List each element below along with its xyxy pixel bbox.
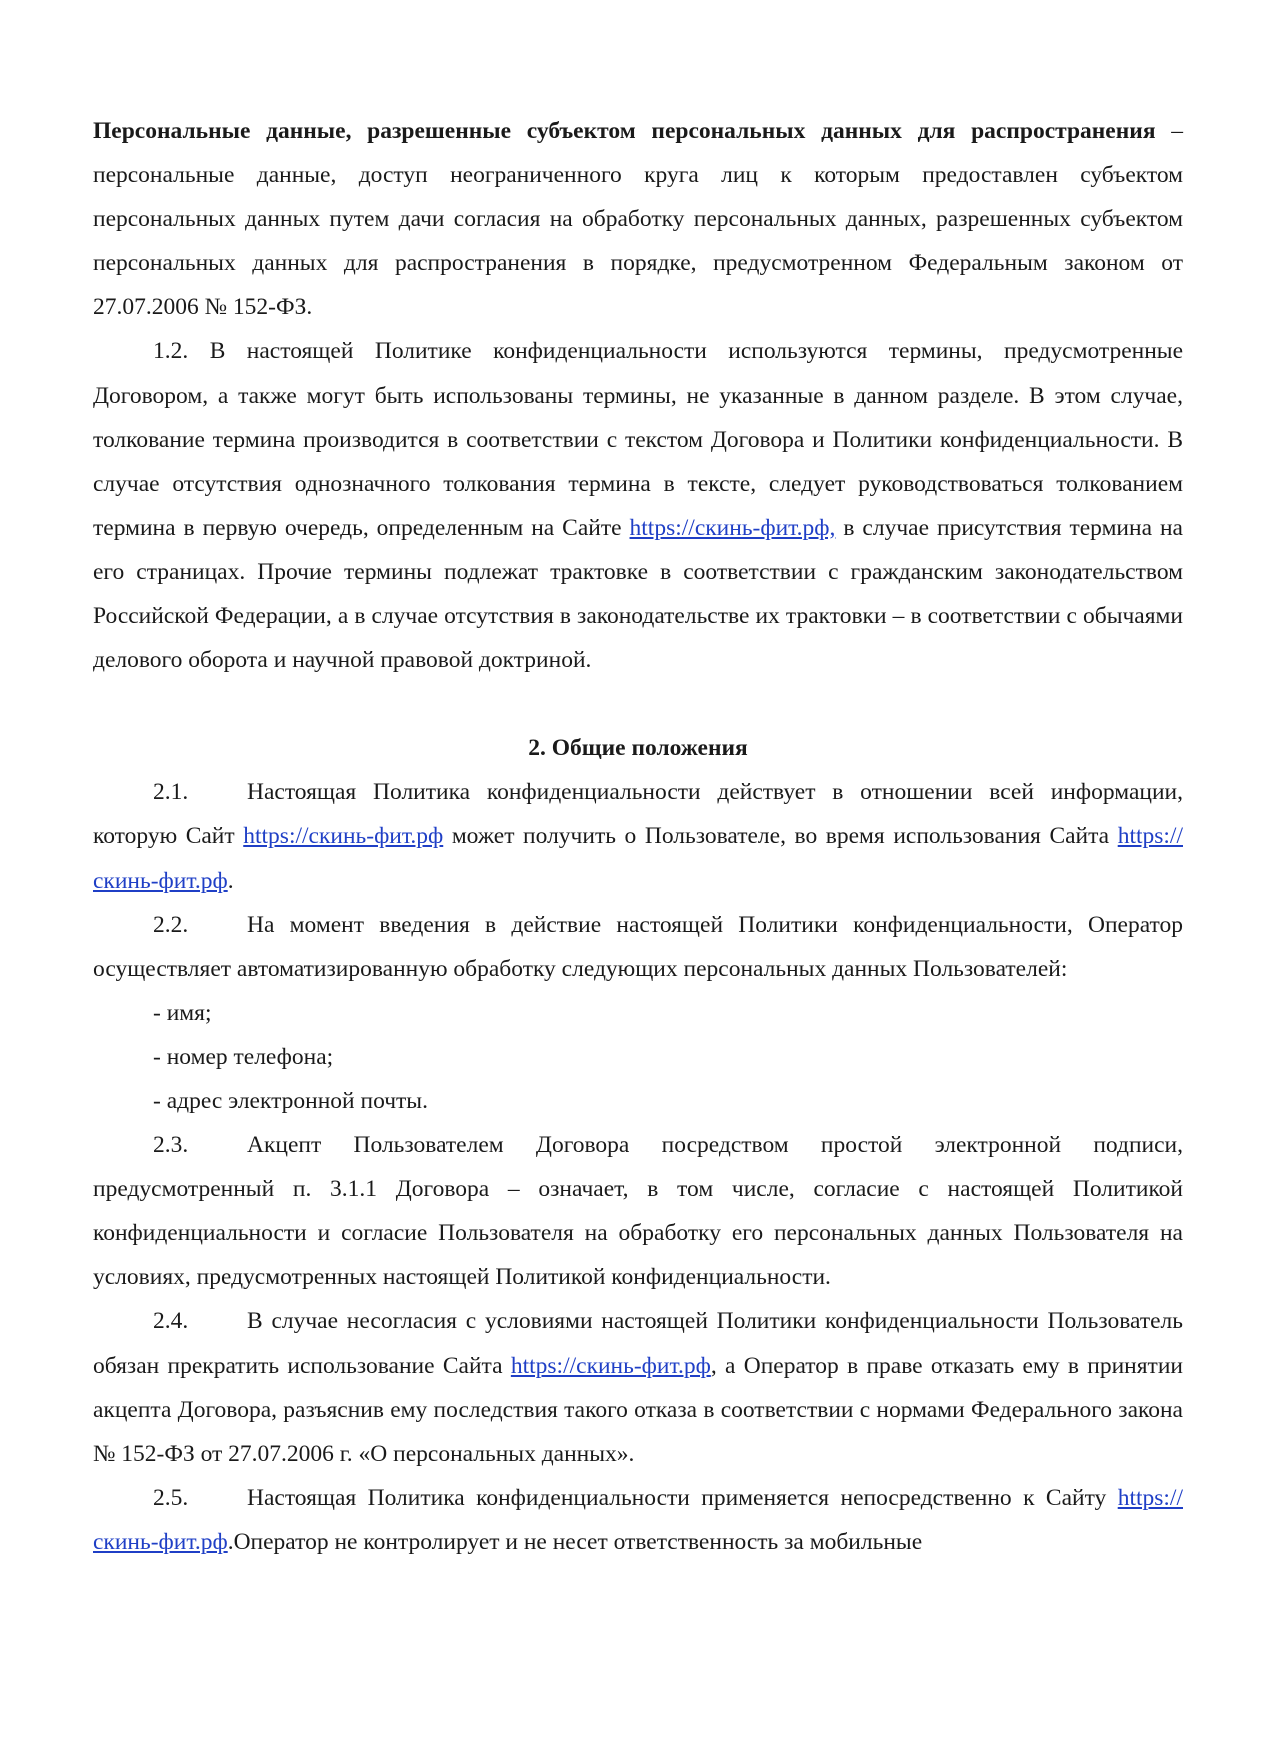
list-item: - номер телефона; [153, 1043, 334, 1070]
section-2-heading: 2. Общие положения [528, 735, 748, 762]
site-link[interactable]: https://скинь-фит.рф, [629, 514, 836, 541]
clause-2-3-text: Акцепт Пользователем Договора посредством простой электронной подписи, предусмотренный п. 3.1.1 Договора – означает, в том числе, согласие с настоящей Политикой конфиденциальности и согласие Пользователя на обработку его персональных данных Пользователя на условиях, предусмотренных настоящей Политикой конфиденциальности. [93, 1132, 1183, 1291]
clause-2-5 [93, 1476, 1183, 1564]
clause-1-2 [93, 329, 1183, 682]
clause-2-4 [93, 1299, 1183, 1475]
clause-number: 2.3. [153, 1132, 189, 1159]
clause-1-2-text-after: в случае присутствия термина на его страницах. Прочие термины подлежат трактовке в соответствии с гражданским законодательством Российской Федерации, а в случае отсутствия в законодательстве их трактовки – в соответствии с обычаями делового оборота и научной правовой доктриной. [93, 514, 1183, 674]
clause-2-1-text-a: Настоящая Политика конфиденциальности действует в отношении всей информации, которую Сайт [93, 779, 1183, 850]
clause-1-2-text-before: 1.2. В настоящей Политике конфиденциальности используются термины, предусмотренные Договором, а также могут быть использованы термины, не указанные в данном разделе. В этом случае, толкование термина производится в соответствии с текстом Договора и Политики конфиденциальности. В случае отсутствия однозначного толкования термина в тексте, следует руководствоваться толкованием термина в первую очередь, определенным на Сайте [93, 338, 1183, 541]
clause-2-1 [93, 770, 1183, 902]
clause-2-5-text-b: .Оператор не контролирует и не несет ответственность за мобильные [227, 1528, 923, 1555]
clause-2-2-text: На момент введения в действие настоящей Политики конфиденциальности, Оператор осуществляет автоматизированную обработку следующих персональных данных Пользователей: [93, 911, 1183, 982]
clause-2-5-text-a: Настоящая Политика конфиденциальности применяется непосредственно к Сайту [247, 1484, 1118, 1511]
clause-number: 2.5. [153, 1484, 189, 1511]
definition-term: Персональные данные, разрешенные субъектом персональных данных для распространения [93, 118, 1156, 144]
definition-paragraph [93, 109, 1183, 329]
clause-2-3 [93, 1123, 1183, 1299]
list-item: - имя; [153, 999, 212, 1026]
clause-2-4-text-a: В случае несогласия с условиями настоящей Политики конфиденциальности Пользователь обязан прекратить использование Сайта [93, 1308, 1183, 1379]
site-link[interactable]: https://скинь-фит.рф [93, 1484, 1183, 1555]
clause-2-4-text-b: , а Оператор в праве отказать ему в принятии акцепта Договора, разъяснив ему последствия такого отказа в соответствии с нормами Федерального закона № 152-ФЗ от 27.07.2006 г. «О персональных данных». [93, 1352, 1183, 1467]
list-item: - адрес электронной почты. [153, 1087, 428, 1114]
site-link[interactable]: https://скинь-фит.рф [93, 823, 1183, 894]
clause-2-1-text-b: может получить о Пользователе, во время использования Сайта [443, 823, 1118, 850]
clause-number: 2.1. [153, 779, 189, 806]
site-link[interactable]: https://скинь-фит.рф [510, 1352, 711, 1379]
clause-2-1-text-c: . [227, 867, 234, 894]
clause-2-2 [93, 903, 1183, 991]
clause-number: 2.2. [153, 911, 189, 938]
definition-text: – персональные данные, доступ неограниченного круга лиц к которым предоставлен субъектом персональных данных путем дачи согласия на обработку персональных данных, разрешенных субъектом персональных данных для распространения в порядке, предусмотренном Федеральным законом от 27.07.2006 № 152-ФЗ. [93, 118, 1183, 321]
document-body [93, 109, 1183, 1564]
clause-number: 2.4. [153, 1308, 189, 1335]
site-link[interactable]: https://скинь-фит.рф [243, 823, 444, 850]
